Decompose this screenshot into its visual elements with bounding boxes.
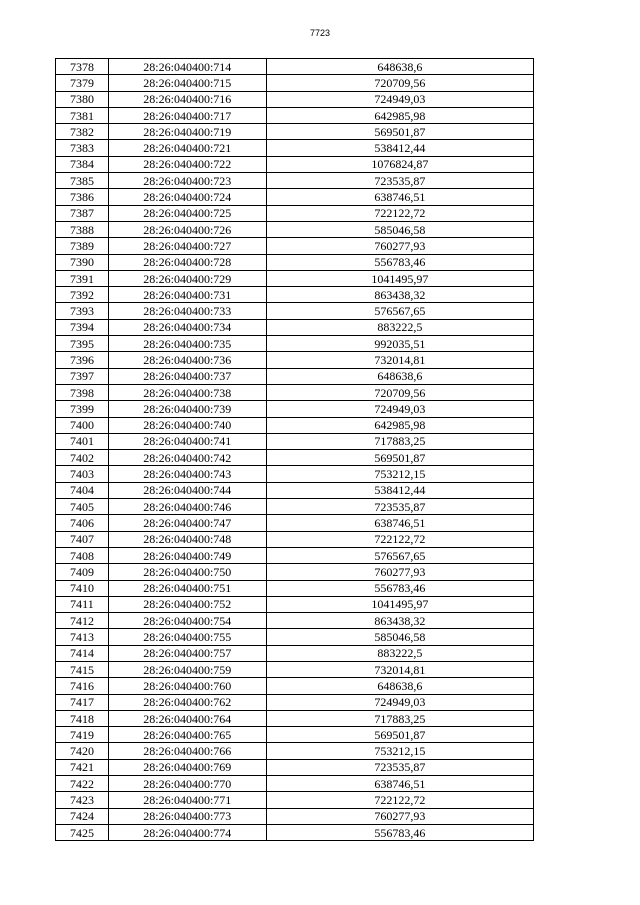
cadastral-number-cell: 28:26:040400:736 — [108, 352, 266, 368]
cadastral-value-cell: 883222,5 — [266, 645, 533, 661]
row-number-cell: 7417 — [56, 694, 109, 710]
cadastral-value-cell: 556783,46 — [266, 580, 533, 596]
table-row — [56, 156, 534, 172]
cadastral-value-cell: 638746,51 — [266, 776, 533, 792]
cadastral-number-cell: 28:26:040400:754 — [108, 613, 266, 629]
cadastral-value-cell: 724949,03 — [266, 694, 533, 710]
cadastral-number-cell: 28:26:040400:721 — [108, 140, 266, 156]
row-number-cell: 7379 — [56, 75, 109, 91]
table-row — [56, 792, 534, 808]
cadastral-value-cell: 1041495,97 — [266, 270, 533, 286]
row-number-cell: 7420 — [56, 743, 109, 759]
row-number-cell: 7383 — [56, 140, 109, 156]
cadastral-number-cell: 28:26:040400:747 — [108, 515, 266, 531]
table-row — [56, 254, 534, 270]
row-number-cell: 7408 — [56, 547, 109, 563]
cadastral-value-cell: 883222,5 — [266, 319, 533, 335]
cadastral-value-cell: 722122,72 — [266, 205, 533, 221]
cadastral-number-cell: 28:26:040400:724 — [108, 189, 266, 205]
table-row — [56, 547, 534, 563]
cadastral-number-cell: 28:26:040400:765 — [108, 727, 266, 743]
row-number-cell: 7398 — [56, 384, 109, 400]
cadastral-number-cell: 28:26:040400:727 — [108, 238, 266, 254]
cadastral-number-cell: 28:26:040400:735 — [108, 336, 266, 352]
cadastral-value-cell: 576567,65 — [266, 303, 533, 319]
cadastral-value-cell: 1076824,87 — [266, 156, 533, 172]
cadastral-value-cell: 638746,51 — [266, 189, 533, 205]
cadastral-number-cell: 28:26:040400:743 — [108, 466, 266, 482]
row-number-cell: 7404 — [56, 482, 109, 498]
cadastral-number-cell: 28:26:040400:742 — [108, 450, 266, 466]
cadastral-value-cell: 585046,58 — [266, 221, 533, 237]
table-row — [56, 107, 534, 123]
table-row — [56, 303, 534, 319]
table-row — [56, 515, 534, 531]
table-row — [56, 710, 534, 726]
table-row — [56, 336, 534, 352]
cadastral-number-cell: 28:26:040400:738 — [108, 384, 266, 400]
cadastral-number-cell: 28:26:040400:725 — [108, 205, 266, 221]
cadastral-value-cell: 732014,81 — [266, 352, 533, 368]
row-number-cell: 7395 — [56, 336, 109, 352]
cadastral-number-cell: 28:26:040400:757 — [108, 645, 266, 661]
table-row — [56, 124, 534, 140]
cadastral-number-cell: 28:26:040400:762 — [108, 694, 266, 710]
cadastral-value-cell: 638746,51 — [266, 515, 533, 531]
cadastral-value-cell: 753212,15 — [266, 466, 533, 482]
cadastral-number-cell: 28:26:040400:728 — [108, 254, 266, 270]
cadastral-value-cell: 863438,32 — [266, 613, 533, 629]
cadastral-value-cell: 1041495,97 — [266, 596, 533, 612]
cadastral-number-cell: 28:26:040400:759 — [108, 661, 266, 677]
row-number-cell: 7422 — [56, 776, 109, 792]
table-row — [56, 776, 534, 792]
cadastral-value-cell: 717883,25 — [266, 710, 533, 726]
cadastral-number-cell: 28:26:040400:716 — [108, 91, 266, 107]
row-number-cell: 7392 — [56, 287, 109, 303]
row-number-cell: 7390 — [56, 254, 109, 270]
cadastral-value-cell: 556783,46 — [266, 824, 533, 840]
cadastral-number-cell: 28:26:040400:740 — [108, 417, 266, 433]
cadastral-number-cell: 28:26:040400:734 — [108, 319, 266, 335]
cadastral-number-cell: 28:26:040400:755 — [108, 629, 266, 645]
cadastral-value-cell: 723535,87 — [266, 499, 533, 515]
row-number-cell: 7419 — [56, 727, 109, 743]
cadastral-number-cell: 28:26:040400:722 — [108, 156, 266, 172]
cadastral-number-cell: 28:26:040400:744 — [108, 482, 266, 498]
table-row — [56, 352, 534, 368]
cadastral-value-cell: 648638,6 — [266, 368, 533, 384]
row-number-cell: 7397 — [56, 368, 109, 384]
row-number-cell: 7400 — [56, 417, 109, 433]
cadastral-number-cell: 28:26:040400:749 — [108, 547, 266, 563]
table-row — [56, 287, 534, 303]
cadastral-number-cell: 28:26:040400:760 — [108, 678, 266, 694]
table-row — [56, 743, 534, 759]
cadastral-value-cell: 642985,98 — [266, 107, 533, 123]
table-row — [56, 466, 534, 482]
cadastral-number-cell: 28:26:040400:719 — [108, 124, 266, 140]
row-number-cell: 7407 — [56, 531, 109, 547]
row-number-cell: 7416 — [56, 678, 109, 694]
row-number-cell: 7399 — [56, 401, 109, 417]
cadastral-value-cell: 569501,87 — [266, 450, 533, 466]
cadastral-number-cell: 28:26:040400:729 — [108, 270, 266, 286]
table-row — [56, 499, 534, 515]
table-row — [56, 613, 534, 629]
row-number-cell: 7382 — [56, 124, 109, 140]
cadastral-value-cell: 569501,87 — [266, 124, 533, 140]
cadastral-number-cell: 28:26:040400:752 — [108, 596, 266, 612]
cadastral-value-cell: 642985,98 — [266, 417, 533, 433]
cadastral-value-cell: 760277,93 — [266, 238, 533, 254]
row-number-cell: 7385 — [56, 173, 109, 189]
cadastral-number-cell: 28:26:040400:737 — [108, 368, 266, 384]
table-row — [56, 417, 534, 433]
table-row — [56, 221, 534, 237]
row-number-cell: 7413 — [56, 629, 109, 645]
cadastral-value-cell: 863438,32 — [266, 287, 533, 303]
cadastral-number-cell: 28:26:040400:726 — [108, 221, 266, 237]
row-number-cell: 7381 — [56, 107, 109, 123]
cadastral-number-cell: 28:26:040400:750 — [108, 564, 266, 580]
row-number-cell: 7415 — [56, 661, 109, 677]
table-row — [56, 694, 534, 710]
row-number-cell: 7389 — [56, 238, 109, 254]
table-row — [56, 368, 534, 384]
table-row — [56, 645, 534, 661]
table-row — [56, 189, 534, 205]
cadastral-number-cell: 28:26:040400:774 — [108, 824, 266, 840]
row-number-cell: 7409 — [56, 564, 109, 580]
cadastral-value-cell: 723535,87 — [266, 759, 533, 775]
cadastral-value-cell: 732014,81 — [266, 661, 533, 677]
cadastral-value-table — [55, 58, 534, 841]
cadastral-value-cell: 720709,56 — [266, 384, 533, 400]
row-number-cell: 7402 — [56, 450, 109, 466]
cadastral-number-cell: 28:26:040400:723 — [108, 173, 266, 189]
cadastral-number-cell: 28:26:040400:770 — [108, 776, 266, 792]
row-number-cell: 7418 — [56, 710, 109, 726]
row-number-cell: 7424 — [56, 808, 109, 824]
cadastral-number-cell: 28:26:040400:739 — [108, 401, 266, 417]
row-number-cell: 7387 — [56, 205, 109, 221]
cadastral-number-cell: 28:26:040400:764 — [108, 710, 266, 726]
table-row — [56, 759, 534, 775]
table-row — [56, 727, 534, 743]
row-number-cell: 7380 — [56, 91, 109, 107]
cadastral-value-cell: 576567,65 — [266, 547, 533, 563]
cadastral-value-cell: 722122,72 — [266, 531, 533, 547]
table-row — [56, 808, 534, 824]
row-number-cell: 7425 — [56, 824, 109, 840]
cadastral-value-cell: 538412,44 — [266, 140, 533, 156]
cadastral-value-cell: 760277,93 — [266, 564, 533, 580]
table-row — [56, 270, 534, 286]
table-row — [56, 205, 534, 221]
row-number-cell: 7423 — [56, 792, 109, 808]
row-number-cell: 7386 — [56, 189, 109, 205]
table-row — [56, 482, 534, 498]
cadastral-number-cell: 28:26:040400:773 — [108, 808, 266, 824]
table-row — [56, 824, 534, 840]
table-row — [56, 384, 534, 400]
table-body — [56, 59, 534, 841]
table-row — [56, 661, 534, 677]
cadastral-number-cell: 28:26:040400:733 — [108, 303, 266, 319]
cadastral-number-cell: 28:26:040400:769 — [108, 759, 266, 775]
cadastral-value-cell: 569501,87 — [266, 727, 533, 743]
table-row — [56, 678, 534, 694]
table-row — [56, 629, 534, 645]
cadastral-number-cell: 28:26:040400:717 — [108, 107, 266, 123]
cadastral-value-cell: 753212,15 — [266, 743, 533, 759]
row-number-cell: 7396 — [56, 352, 109, 368]
cadastral-value-cell: 585046,58 — [266, 629, 533, 645]
cadastral-number-cell: 28:26:040400:714 — [108, 59, 266, 75]
row-number-cell: 7384 — [56, 156, 109, 172]
row-number-cell: 7393 — [56, 303, 109, 319]
cadastral-number-cell: 28:26:040400:751 — [108, 580, 266, 596]
cadastral-number-cell: 28:26:040400:748 — [108, 531, 266, 547]
row-number-cell: 7406 — [56, 515, 109, 531]
table-row — [56, 319, 534, 335]
row-number-cell: 7391 — [56, 270, 109, 286]
row-number-cell: 7421 — [56, 759, 109, 775]
cadastral-value-cell: 992035,51 — [266, 336, 533, 352]
table-row — [56, 140, 534, 156]
row-number-cell: 7394 — [56, 319, 109, 335]
row-number-cell: 7414 — [56, 645, 109, 661]
cadastral-value-cell: 717883,25 — [266, 433, 533, 449]
table-row — [56, 91, 534, 107]
cadastral-number-cell: 28:26:040400:741 — [108, 433, 266, 449]
cadastral-value-cell: 724949,03 — [266, 401, 533, 417]
page-number: 7723 — [309, 28, 331, 38]
cadastral-value-cell: 648638,6 — [266, 59, 533, 75]
cadastral-value-cell: 723535,87 — [266, 173, 533, 189]
row-number-cell: 7412 — [56, 613, 109, 629]
row-number-cell: 7405 — [56, 499, 109, 515]
row-number-cell: 7378 — [56, 59, 109, 75]
cadastral-number-cell: 28:26:040400:746 — [108, 499, 266, 515]
cadastral-value-cell: 538412,44 — [266, 482, 533, 498]
table-row — [56, 173, 534, 189]
table-row — [56, 59, 534, 75]
cadastral-number-cell: 28:26:040400:766 — [108, 743, 266, 759]
cadastral-number-cell: 28:26:040400:771 — [108, 792, 266, 808]
table-row — [56, 238, 534, 254]
cadastral-value-cell: 648638,6 — [266, 678, 533, 694]
table-row — [56, 450, 534, 466]
cadastral-value-cell: 722122,72 — [266, 792, 533, 808]
row-number-cell: 7403 — [56, 466, 109, 482]
table-row — [56, 531, 534, 547]
cadastral-value-cell: 556783,46 — [266, 254, 533, 270]
table-row — [56, 596, 534, 612]
cadastral-value-cell: 760277,93 — [266, 808, 533, 824]
cadastral-number-cell: 28:26:040400:731 — [108, 287, 266, 303]
cadastral-value-cell: 724949,03 — [266, 91, 533, 107]
table-row — [56, 433, 534, 449]
row-number-cell: 7388 — [56, 221, 109, 237]
row-number-cell: 7401 — [56, 433, 109, 449]
row-number-cell: 7411 — [56, 596, 109, 612]
cadastral-number-cell: 28:26:040400:715 — [108, 75, 266, 91]
table-row — [56, 564, 534, 580]
table-row — [56, 401, 534, 417]
table-row — [56, 580, 534, 596]
row-number-cell: 7410 — [56, 580, 109, 596]
table-row — [56, 75, 534, 91]
cadastral-value-cell: 720709,56 — [266, 75, 533, 91]
